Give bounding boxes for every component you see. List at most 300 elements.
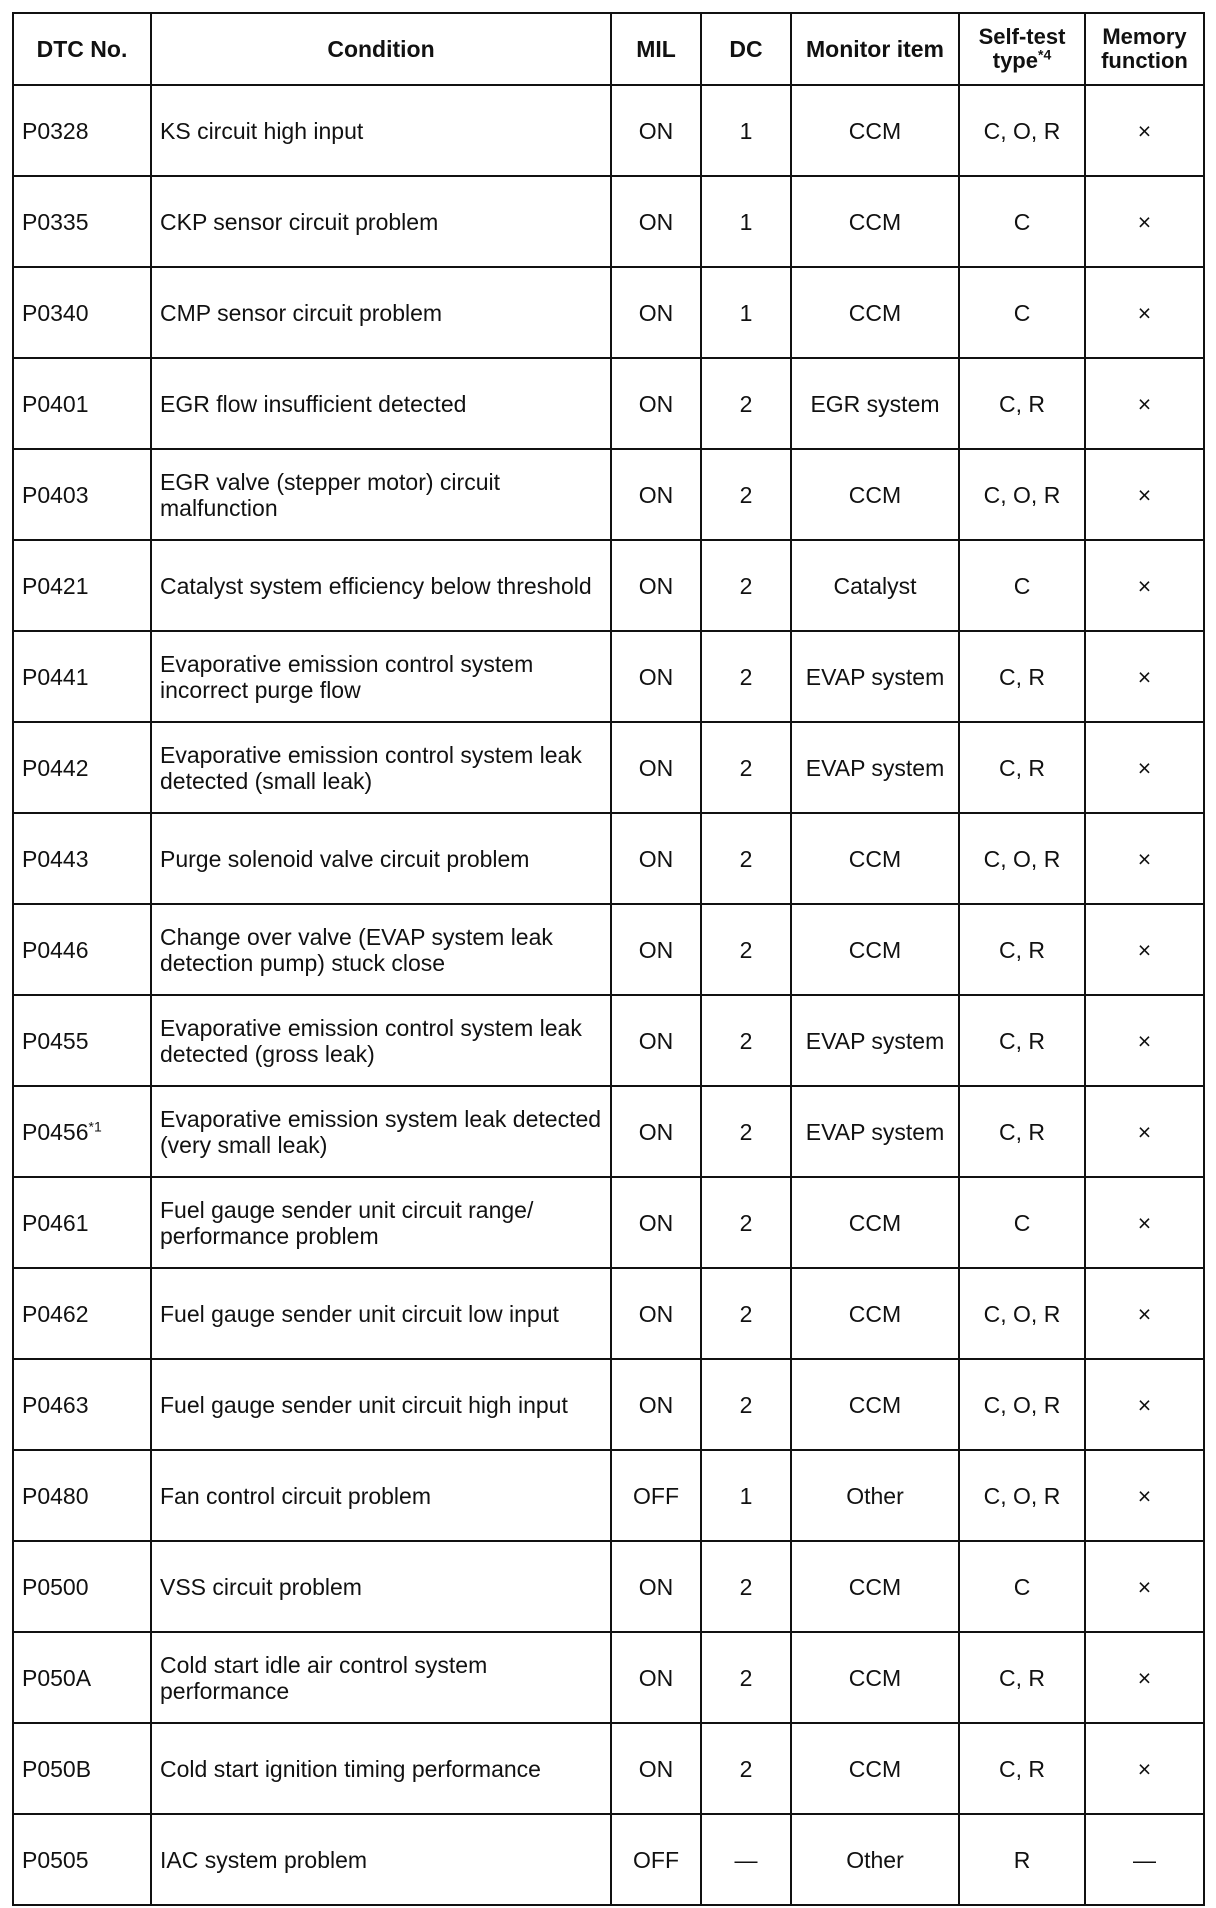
cell-condition <box>151 1632 611 1723</box>
cell-condition-text: Evaporative emission control system leak detected (gross leak) <box>160 1014 582 1067</box>
cell-memory-function-text: × <box>1137 1118 1152 1145</box>
cell-self-test-type-text: C, R <box>999 390 1045 417</box>
table-header-row <box>13 13 1204 85</box>
cell-dtc-no-text: P0340 <box>22 299 89 326</box>
cell-dc-text: 1 <box>739 208 753 235</box>
cell-dtc-no-text: P050B <box>22 1755 92 1782</box>
cell-condition-text: Evaporative emission control system incorrect purge flow <box>160 650 534 703</box>
cell-mil <box>611 722 701 813</box>
cell-monitor-item-text: Other <box>846 1846 904 1873</box>
table-row <box>13 1268 1204 1359</box>
cell-memory-function <box>1085 1450 1204 1541</box>
cell-monitor-item <box>791 449 959 540</box>
cell-dtc-no-text: P0505 <box>22 1846 89 1873</box>
cell-self-test-type-text: C <box>1013 572 1031 599</box>
cell-memory-function-text: × <box>1137 936 1152 963</box>
cell-memory-function <box>1085 1723 1204 1814</box>
cell-monitor-item-text: CCM <box>848 1209 902 1236</box>
cell-monitor-item <box>791 267 959 358</box>
cell-dtc-no <box>13 1632 151 1723</box>
cell-dc <box>701 1814 791 1905</box>
cell-dtc-no-text: P0328 <box>22 117 89 144</box>
cell-memory-function <box>1085 904 1204 995</box>
cell-memory-function-text: × <box>1137 1391 1152 1418</box>
header-self-test-type <box>959 13 1085 85</box>
cell-memory-function <box>1085 1359 1204 1450</box>
cell-condition-text: CKP sensor circuit problem <box>160 208 439 235</box>
cell-dc <box>701 1723 791 1814</box>
cell-memory-function-text: × <box>1137 754 1152 781</box>
cell-dc <box>701 1268 791 1359</box>
cell-dtc-no <box>13 85 151 176</box>
cell-dtc-no <box>13 1450 151 1541</box>
cell-dc <box>701 722 791 813</box>
cell-monitor-item-text: Catalyst <box>833 572 917 599</box>
cell-condition <box>151 904 611 995</box>
cell-memory-function <box>1085 1632 1204 1723</box>
cell-self-test-type-text: C, R <box>999 1027 1045 1054</box>
cell-monitor-item <box>791 540 959 631</box>
cell-self-test-type <box>959 1268 1085 1359</box>
cell-self-test-type <box>959 722 1085 813</box>
cell-monitor-item-text: CCM <box>848 1573 902 1600</box>
cell-dtc-no-text: P0455 <box>22 1027 89 1054</box>
cell-self-test-type-text: C <box>1013 1573 1031 1600</box>
cell-memory-function-text: × <box>1137 117 1152 144</box>
cell-condition <box>151 267 611 358</box>
cell-memory-function <box>1085 1541 1204 1632</box>
cell-monitor-item <box>791 995 959 1086</box>
cell-mil-text: ON <box>638 754 674 781</box>
table-body <box>13 85 1204 1905</box>
cell-condition-text: Purge solenoid valve circuit problem <box>160 845 530 872</box>
cell-dtc-no-text: P0446 <box>22 936 89 963</box>
cell-condition-text: Cold start ignition timing performance <box>160 1755 541 1782</box>
header-memory-function <box>1085 13 1204 85</box>
cell-condition <box>151 540 611 631</box>
cell-memory-function-text: × <box>1137 1209 1152 1236</box>
cell-dc-text: 2 <box>739 845 753 872</box>
cell-dtc-no <box>13 176 151 267</box>
cell-mil-text: ON <box>638 481 674 508</box>
cell-dc <box>701 813 791 904</box>
cell-condition-text: Fan control circuit problem <box>160 1482 431 1509</box>
cell-self-test-type <box>959 176 1085 267</box>
cell-condition <box>151 449 611 540</box>
cell-self-test-type-text: C <box>1013 208 1031 235</box>
cell-dc-text: — <box>734 1846 758 1873</box>
cell-self-test-type <box>959 540 1085 631</box>
cell-monitor-item-text: CCM <box>848 1755 902 1782</box>
cell-memory-function-text: × <box>1137 1300 1152 1327</box>
table-row <box>13 1359 1204 1450</box>
cell-self-test-type-text: C, O, R <box>983 1482 1061 1509</box>
cell-memory-function-text: × <box>1137 1755 1152 1782</box>
cell-mil <box>611 995 701 1086</box>
cell-mil-text: ON <box>638 1118 674 1145</box>
cell-dtc-no-text: P050A <box>22 1664 92 1691</box>
cell-mil-text: ON <box>638 208 674 235</box>
cell-dtc-no-text: P0480 <box>22 1482 89 1509</box>
cell-dc <box>701 1541 791 1632</box>
cell-condition <box>151 358 611 449</box>
cell-dc <box>701 631 791 722</box>
cell-mil <box>611 540 701 631</box>
cell-dtc-no <box>13 540 151 631</box>
cell-self-test-type <box>959 358 1085 449</box>
table-row <box>13 267 1204 358</box>
cell-mil <box>611 1723 701 1814</box>
cell-monitor-item <box>791 176 959 267</box>
cell-self-test-type-text: C, R <box>999 936 1045 963</box>
table-row <box>13 540 1204 631</box>
cell-mil-text: ON <box>638 663 674 690</box>
cell-dc-text: 2 <box>739 481 753 508</box>
cell-monitor-item-text: EVAP system <box>805 663 945 690</box>
cell-self-test-type <box>959 1177 1085 1268</box>
cell-memory-function <box>1085 449 1204 540</box>
cell-mil <box>611 1450 701 1541</box>
table-row <box>13 358 1204 449</box>
cell-condition <box>151 85 611 176</box>
cell-dc-text: 1 <box>739 1482 753 1509</box>
cell-self-test-type <box>959 85 1085 176</box>
header-monitor-item: Monitor item <box>791 13 959 85</box>
cell-dc <box>701 540 791 631</box>
cell-monitor-item <box>791 722 959 813</box>
cell-self-test-type <box>959 449 1085 540</box>
cell-memory-function <box>1085 85 1204 176</box>
cell-self-test-type <box>959 267 1085 358</box>
cell-memory-function-text: × <box>1137 663 1152 690</box>
cell-memory-function <box>1085 631 1204 722</box>
cell-dtc-no-text: P0500 <box>22 1573 89 1600</box>
cell-condition <box>151 722 611 813</box>
cell-memory-function <box>1085 540 1204 631</box>
cell-dc <box>701 267 791 358</box>
cell-self-test-type-text: C, O, R <box>983 1391 1061 1418</box>
cell-mil <box>611 1268 701 1359</box>
cell-condition <box>151 1814 611 1905</box>
cell-monitor-item-text: CCM <box>848 208 902 235</box>
table-row <box>13 1632 1204 1723</box>
cell-condition-text: VSS circuit problem <box>160 1573 362 1600</box>
cell-monitor-item <box>791 1086 959 1177</box>
cell-mil <box>611 267 701 358</box>
cell-memory-function <box>1085 813 1204 904</box>
cell-condition-text: EGR valve (stepper motor) circuit malfunction <box>160 468 500 521</box>
cell-memory-function-text: × <box>1137 1482 1152 1509</box>
cell-monitor-item <box>791 1541 959 1632</box>
cell-self-test-type-text: C, O, R <box>983 845 1061 872</box>
cell-self-test-type <box>959 813 1085 904</box>
cell-mil <box>611 813 701 904</box>
cell-dc-text: 2 <box>739 1664 753 1691</box>
table-row <box>13 631 1204 722</box>
cell-condition <box>151 1723 611 1814</box>
cell-dc-text: 2 <box>739 390 753 417</box>
table-row <box>13 813 1204 904</box>
cell-mil <box>611 904 701 995</box>
cell-memory-function-text: × <box>1137 1573 1152 1600</box>
table-row <box>13 449 1204 540</box>
cell-monitor-item <box>791 1723 959 1814</box>
cell-dtc-no-text: P0461 <box>22 1209 89 1236</box>
table-row <box>13 1177 1204 1268</box>
cell-mil-text: ON <box>638 1300 674 1327</box>
cell-memory-function-text: × <box>1137 481 1152 508</box>
cell-dc-text: 2 <box>739 1027 753 1054</box>
cell-mil-text: ON <box>638 1664 674 1691</box>
header-condition: Condition <box>151 13 611 85</box>
cell-monitor-item-text: CCM <box>848 481 902 508</box>
cell-memory-function-text: × <box>1137 299 1152 326</box>
cell-condition <box>151 176 611 267</box>
cell-dtc-no <box>13 813 151 904</box>
cell-dc <box>701 1450 791 1541</box>
cell-memory-function-text: × <box>1137 208 1152 235</box>
cell-self-test-type-text: C, O, R <box>983 1300 1061 1327</box>
cell-dc <box>701 449 791 540</box>
cell-mil-text: ON <box>638 1573 674 1600</box>
cell-dtc-no <box>13 631 151 722</box>
cell-dtc-no <box>13 1177 151 1268</box>
cell-dc <box>701 358 791 449</box>
cell-mil-text: ON <box>638 936 674 963</box>
cell-memory-function <box>1085 358 1204 449</box>
cell-condition-text: Fuel gauge sender unit circuit range/ performance problem <box>160 1196 534 1249</box>
cell-dtc-no <box>13 358 151 449</box>
cell-memory-function <box>1085 995 1204 1086</box>
cell-self-test-type-text: C, R <box>999 663 1045 690</box>
cell-mil-text: ON <box>638 117 674 144</box>
cell-mil <box>611 1632 701 1723</box>
cell-dc-text: 2 <box>739 1300 753 1327</box>
cell-self-test-type <box>959 631 1085 722</box>
cell-condition-text: Change over valve (EVAP system leak detection pump) stuck close <box>160 923 553 976</box>
cell-monitor-item <box>791 1632 959 1723</box>
header-dtc-no: DTC No. <box>13 13 151 85</box>
cell-dc <box>701 85 791 176</box>
header-dc: DC <box>701 13 791 85</box>
cell-condition-text: Fuel gauge sender unit circuit low input <box>160 1300 559 1327</box>
cell-self-test-type <box>959 1541 1085 1632</box>
cell-memory-function-text: × <box>1137 390 1152 417</box>
cell-mil-text: ON <box>638 572 674 599</box>
cell-memory-function-text: × <box>1137 1664 1152 1691</box>
cell-self-test-type-text: C <box>1013 1209 1031 1236</box>
cell-memory-function <box>1085 267 1204 358</box>
cell-monitor-item-text: CCM <box>848 1300 902 1327</box>
cell-condition-text: Evaporative emission control system leak detected (small leak) <box>160 741 582 794</box>
cell-self-test-type <box>959 1814 1085 1905</box>
cell-mil-text: ON <box>638 845 674 872</box>
cell-mil <box>611 85 701 176</box>
cell-dtc-no <box>13 1723 151 1814</box>
cell-dtc-no-text: P0421 <box>22 572 89 599</box>
header-memory-line1: Memory <box>1102 24 1187 49</box>
cell-memory-function <box>1085 1086 1204 1177</box>
cell-dtc-no-text: P0403 <box>22 481 89 508</box>
cell-memory-function <box>1085 1814 1204 1905</box>
cell-condition-text: KS circuit high input <box>160 117 364 144</box>
cell-self-test-type <box>959 1632 1085 1723</box>
cell-condition <box>151 1541 611 1632</box>
cell-monitor-item-text: CCM <box>848 1664 902 1691</box>
cell-dc-text: 2 <box>739 1209 753 1236</box>
table-row <box>13 1541 1204 1632</box>
header-memory-line2: function <box>1101 48 1188 73</box>
cell-condition <box>151 1086 611 1177</box>
cell-dtc-no <box>13 1541 151 1632</box>
cell-monitor-item <box>791 85 959 176</box>
cell-condition <box>151 813 611 904</box>
cell-condition-text: CMP sensor circuit problem <box>160 299 443 326</box>
cell-dc-text: 2 <box>739 1573 753 1600</box>
cell-mil-text: ON <box>638 1209 674 1236</box>
cell-self-test-type-text: C, R <box>999 1118 1045 1145</box>
cell-mil <box>611 1086 701 1177</box>
cell-memory-function-text: — <box>1133 1846 1156 1873</box>
cell-dtc-no-text: P0335 <box>22 208 89 235</box>
cell-mil-text: ON <box>638 299 674 326</box>
cell-monitor-item-text: EVAP system <box>805 1118 945 1145</box>
table-row <box>13 1450 1204 1541</box>
cell-dc-text: 1 <box>739 299 753 326</box>
header-mil: MIL <box>611 13 701 85</box>
cell-self-test-type-text: R <box>1013 1846 1031 1873</box>
table-row <box>13 1723 1204 1814</box>
cell-monitor-item-text: CCM <box>848 299 902 326</box>
cell-dtc-no <box>13 267 151 358</box>
cell-condition <box>151 1359 611 1450</box>
cell-dtc-no <box>13 904 151 995</box>
cell-condition <box>151 1268 611 1359</box>
cell-self-test-type-text: C, R <box>999 1755 1045 1782</box>
header-self-test-label: Self-test type <box>978 24 1066 73</box>
cell-self-test-type <box>959 1723 1085 1814</box>
cell-dc-text: 2 <box>739 754 753 781</box>
cell-mil <box>611 176 701 267</box>
cell-monitor-item-text: EVAP system <box>805 1027 945 1054</box>
cell-mil <box>611 449 701 540</box>
cell-dtc-no-text: P0443 <box>22 845 89 872</box>
cell-monitor-item <box>791 1814 959 1905</box>
cell-monitor-item-text: CCM <box>848 936 902 963</box>
cell-condition-text: Catalyst system efficiency below threshold <box>160 572 592 599</box>
cell-self-test-type <box>959 1450 1085 1541</box>
cell-dtc-no <box>13 1359 151 1450</box>
cell-monitor-item-text: CCM <box>848 845 902 872</box>
cell-dtc-no-text: P0441 <box>22 663 89 690</box>
cell-condition-text: Fuel gauge sender unit circuit high input <box>160 1391 568 1418</box>
cell-dc <box>701 1359 791 1450</box>
cell-condition <box>151 1450 611 1541</box>
cell-monitor-item <box>791 813 959 904</box>
cell-dtc-no <box>13 1086 151 1177</box>
cell-mil <box>611 358 701 449</box>
cell-self-test-type-text: C <box>1013 299 1031 326</box>
cell-dtc-no <box>13 449 151 540</box>
cell-monitor-item-text: CCM <box>848 117 902 144</box>
cell-self-test-type-text: C, O, R <box>983 481 1061 508</box>
cell-self-test-type-text: C, R <box>999 754 1045 781</box>
cell-mil-text: ON <box>638 1027 674 1054</box>
cell-dtc-no-text: P0442 <box>22 754 89 781</box>
table-row <box>13 904 1204 995</box>
cell-monitor-item <box>791 904 959 995</box>
cell-dtc-no <box>13 1814 151 1905</box>
cell-memory-function-text: × <box>1137 572 1152 599</box>
cell-memory-function-text: × <box>1137 845 1152 872</box>
cell-memory-function <box>1085 1177 1204 1268</box>
cell-condition-text: EGR flow insufficient detected <box>160 390 467 417</box>
cell-mil <box>611 631 701 722</box>
cell-self-test-type-text: C, O, R <box>983 117 1061 144</box>
cell-self-test-type <box>959 1086 1085 1177</box>
cell-self-test-type-text: C, R <box>999 1664 1045 1691</box>
cell-monitor-item <box>791 1268 959 1359</box>
cell-monitor-item <box>791 1177 959 1268</box>
cell-self-test-type <box>959 904 1085 995</box>
cell-condition-text: Cold start idle air control system performance <box>160 1651 488 1704</box>
cell-dtc-no-text: P0463 <box>22 1391 89 1418</box>
cell-dtc-no-text: P0456 <box>22 1118 89 1145</box>
cell-memory-function <box>1085 1268 1204 1359</box>
cell-condition-text: IAC system problem <box>160 1846 368 1873</box>
cell-dc-text: 2 <box>739 1391 753 1418</box>
cell-dc <box>701 1177 791 1268</box>
cell-dc-text: 2 <box>739 936 753 963</box>
cell-dc-text: 2 <box>739 572 753 599</box>
cell-dtc-no-text: P0401 <box>22 390 89 417</box>
cell-mil-text: ON <box>638 390 674 417</box>
cell-monitor-item-text: EGR system <box>810 390 940 417</box>
cell-condition <box>151 995 611 1086</box>
cell-dc-text: 2 <box>739 1118 753 1145</box>
table-row <box>13 722 1204 813</box>
cell-mil-text: ON <box>638 1755 674 1782</box>
table-row <box>13 995 1204 1086</box>
cell-dtc-no <box>13 995 151 1086</box>
cell-mil-text: OFF <box>633 1482 679 1509</box>
cell-condition <box>151 1177 611 1268</box>
cell-self-test-type <box>959 1359 1085 1450</box>
cell-dc <box>701 176 791 267</box>
cell-monitor-item-text: Other <box>846 1482 904 1509</box>
cell-monitor-item-text: EVAP system <box>805 754 945 781</box>
dtc-table <box>12 12 1205 1906</box>
cell-dc <box>701 904 791 995</box>
cell-monitor-item <box>791 631 959 722</box>
cell-mil <box>611 1177 701 1268</box>
cell-dc-text: 2 <box>739 1755 753 1782</box>
cell-dtc-no-text: P0462 <box>22 1300 89 1327</box>
table-row <box>13 1086 1204 1177</box>
cell-dtc-no <box>13 722 151 813</box>
cell-mil-text: ON <box>638 1391 674 1418</box>
cell-condition <box>151 631 611 722</box>
cell-mil <box>611 1814 701 1905</box>
cell-mil-text: OFF <box>633 1846 679 1873</box>
table-row <box>13 1814 1204 1905</box>
cell-monitor-item-text: CCM <box>848 1391 902 1418</box>
cell-mil <box>611 1359 701 1450</box>
dtc-footnote-mark: *1 <box>88 1117 102 1134</box>
cell-dc <box>701 1632 791 1723</box>
table-row <box>13 85 1204 176</box>
header-self-test-footnote: *4 <box>1038 46 1052 63</box>
